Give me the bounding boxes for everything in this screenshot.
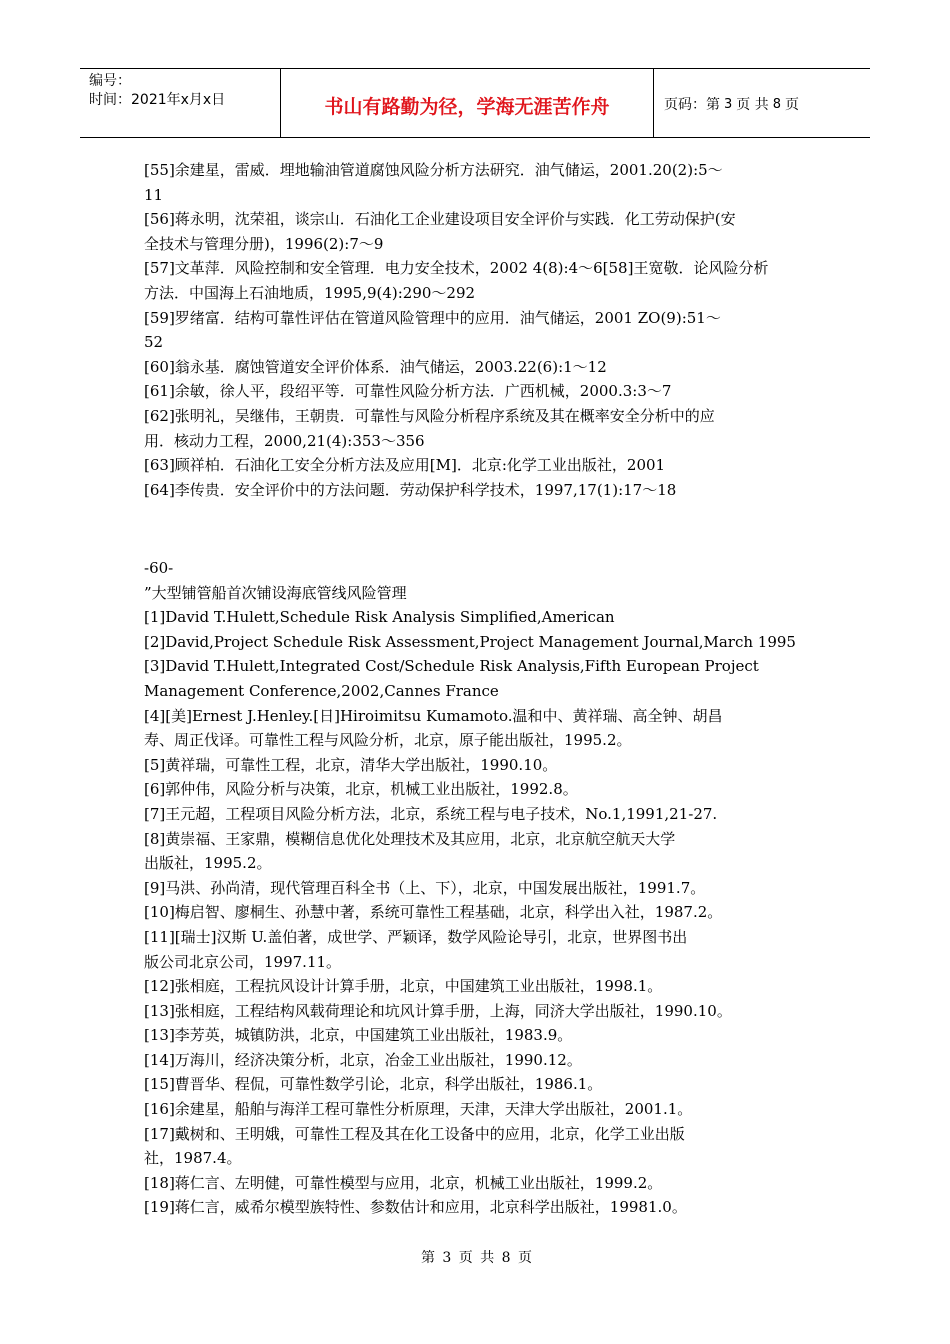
reference-line: [9]马洪、孙尚清，现代管理百科全书（上、下），北京，中国发展出版社，1991.7。 bbox=[144, 878, 706, 897]
reference-line: [55]余建星，雷威．埋地输油管道腐蚀风险分析方法研究．油气储运，2001.20(2):5～ bbox=[144, 161, 723, 179]
reference-line: ”大型铺管船首次铺设海底管线风险管理 bbox=[144, 583, 407, 602]
reference-line: 方法．中国海上石油地质，1995,9(4):290～292 bbox=[144, 283, 476, 302]
reference-list-b bbox=[144, 556, 824, 1220]
reference-line: [62]张明礼，吴继伟，王朝贵．可靠性与风险分析程序系统及其在概率安全分析中的应 bbox=[144, 406, 715, 425]
reference-line: [4][美]Ernest J.Henley.[日]Hiroimitsu Kumamoto.温和中、黄祥瑞、高全钟、胡昌 bbox=[144, 706, 723, 725]
reference-line: [13]李芳英，城镇防洪，北京，中国建筑工业出版社，1983.9。 bbox=[144, 1026, 573, 1045]
footer-text-1: 第 bbox=[420, 1250, 435, 1266]
reference-line: [19]蒋仁言，威希尔模型族特性、参数估计和应用，北京科学出版社，19981.0。 bbox=[144, 1198, 687, 1217]
reference-line: [8]黄崇福、王家鼎，模糊信息优化处理技术及其应用，北京，北京航空航天大学 bbox=[144, 829, 676, 848]
reference-line: 11 bbox=[144, 185, 164, 204]
header-meta-cell bbox=[80, 69, 281, 137]
reference-line: 寿、周正伐译。可靠性工程与风险分析，北京，原子能出版社，1995.2。 bbox=[144, 731, 632, 750]
time-text: 时间：2021年x月x日 bbox=[89, 92, 226, 108]
footer-text-3: 共 bbox=[480, 1250, 495, 1266]
page-end: 页 bbox=[785, 97, 800, 113]
footer-text-2: 页 bbox=[458, 1250, 473, 1266]
reference-line: [6]郭仲伟，风险分析与决策，北京，机械工业出版社，1992.8。 bbox=[144, 780, 578, 799]
reference-line: [59]罗绪富．结构可靠性评估在管道风险管理中的应用．油气储运，2001 ZO(9):51～ bbox=[144, 308, 721, 327]
reference-line: [12]张相庭，工程抗风设计计算手册，北京，中国建筑工业出版社，1998.1。 bbox=[144, 977, 663, 996]
number-label: 编号： bbox=[89, 73, 131, 89]
page-mid: 页 共 bbox=[736, 97, 769, 113]
page-footer bbox=[0, 1247, 950, 1267]
reference-line: [57]文革萍．风险控制和安全管理．电力安全技术，2002 4(8):4～6[58]王宽敬．论风险分析 bbox=[144, 259, 769, 278]
page-label: 页码：第 bbox=[664, 97, 720, 113]
reference-line: [64]李传贵．安全评价中的方法问题．劳动保护科学技术，1997,17(1):17～18 bbox=[144, 480, 677, 499]
reference-line: [61]余敏，徐人平，段绍平等．可靠性风险分析方法．广西机械，2000.3:3～7 bbox=[144, 382, 672, 401]
reference-line: 社，1987.4。 bbox=[144, 1149, 242, 1168]
reference-line: [10]梅启智、廖桐生、孙慧中著，系统可靠性工程基础，北京，科学出入社，1987.2。 bbox=[144, 903, 723, 922]
reference-line: 用．核动力工程，2000,21(4):353～356 bbox=[144, 431, 425, 450]
reference-line: [2]David,Project Schedule Risk Assessment,Project Management Journal,March 1995 bbox=[144, 632, 796, 651]
reference-line: 版公司北京公司，1997.11。 bbox=[144, 952, 342, 971]
reference-line: [7]王元超，工程项目风险分析方法，北京，系统工程与电子技术，No.1,1991,21-27. bbox=[144, 804, 718, 823]
page-number: 3 bbox=[724, 96, 733, 112]
reference-line: -60- bbox=[144, 559, 174, 577]
reference-line: [13]张相庭，工程结构风载荷理论和坑风计算手册，上海，同济大学出版社，1990.10。 bbox=[144, 1001, 732, 1020]
reference-line: Management Conference,2002,Cannes France bbox=[144, 681, 499, 700]
page-total: 8 bbox=[772, 96, 782, 112]
header-page-info bbox=[654, 69, 870, 137]
reference-line: [15]曹晋华、程侃，可靠性数学引论，北京，科学出版社，1986.1。 bbox=[144, 1075, 603, 1094]
footer-page-number: 3 bbox=[442, 1250, 452, 1266]
reference-line: [1]David T.Hulett,Schedule Risk Analysis Simplified,American bbox=[144, 608, 615, 627]
footer-text-4: 页 bbox=[518, 1250, 533, 1266]
reference-line: [17]戴树和、王明娥，可靠性工程及其在化工设备中的应用，北京，化学工业出版 bbox=[144, 1124, 685, 1143]
reference-line: [11][瑞士]汉斯 U.盖伯著，成世学、严颖译，数学风险论导引，北京，世界图书出 bbox=[144, 927, 688, 946]
reference-line: [5]黄祥瑞，可靠性工程，北京，清华大学出版社，1990.10。 bbox=[144, 755, 558, 774]
reference-line: [16]余建星，船舶与海洋工程可靠性分析原理，天津，天津大学出版社，2001.1。 bbox=[144, 1100, 693, 1119]
reference-list-a bbox=[144, 158, 824, 502]
reference-line: [14]万海川，经济决策分析，北京，冶金工业出版社，1990.12。 bbox=[144, 1050, 582, 1069]
reference-line: [3]David T.Hulett,Integrated Cost/Schedule Risk Analysis,Fifth European Project bbox=[144, 657, 759, 676]
reference-line: 52 bbox=[144, 333, 164, 352]
page-header bbox=[80, 68, 870, 138]
reference-line: 出版社，1995.2。 bbox=[144, 854, 272, 873]
reference-line: [18]蒋仁言、左明健，可靠性模型与应用，北京，机械工业出版社，1999.2。 bbox=[144, 1173, 663, 1192]
reference-line: [63]顾祥柏．石油化工安全分析方法及应用[M]．北京:化学工业出版社，2001 bbox=[144, 456, 666, 475]
footer-total-pages: 8 bbox=[501, 1250, 511, 1266]
reference-line: [60]翁永基．腐蚀管道安全评价体系．油气储运，2003.22(6):1～12 bbox=[144, 357, 607, 376]
reference-line: 全技术与管理分册)，1996(2):7～9 bbox=[144, 234, 384, 253]
reference-line: [56]蒋永明，沈荣祖，谈宗山．石油化工企业建设项目安全评价与实践．化工劳动保护(安 bbox=[144, 210, 736, 229]
header-motto: 书山有路勤为径，学海无涯苦作舟 bbox=[281, 69, 654, 137]
